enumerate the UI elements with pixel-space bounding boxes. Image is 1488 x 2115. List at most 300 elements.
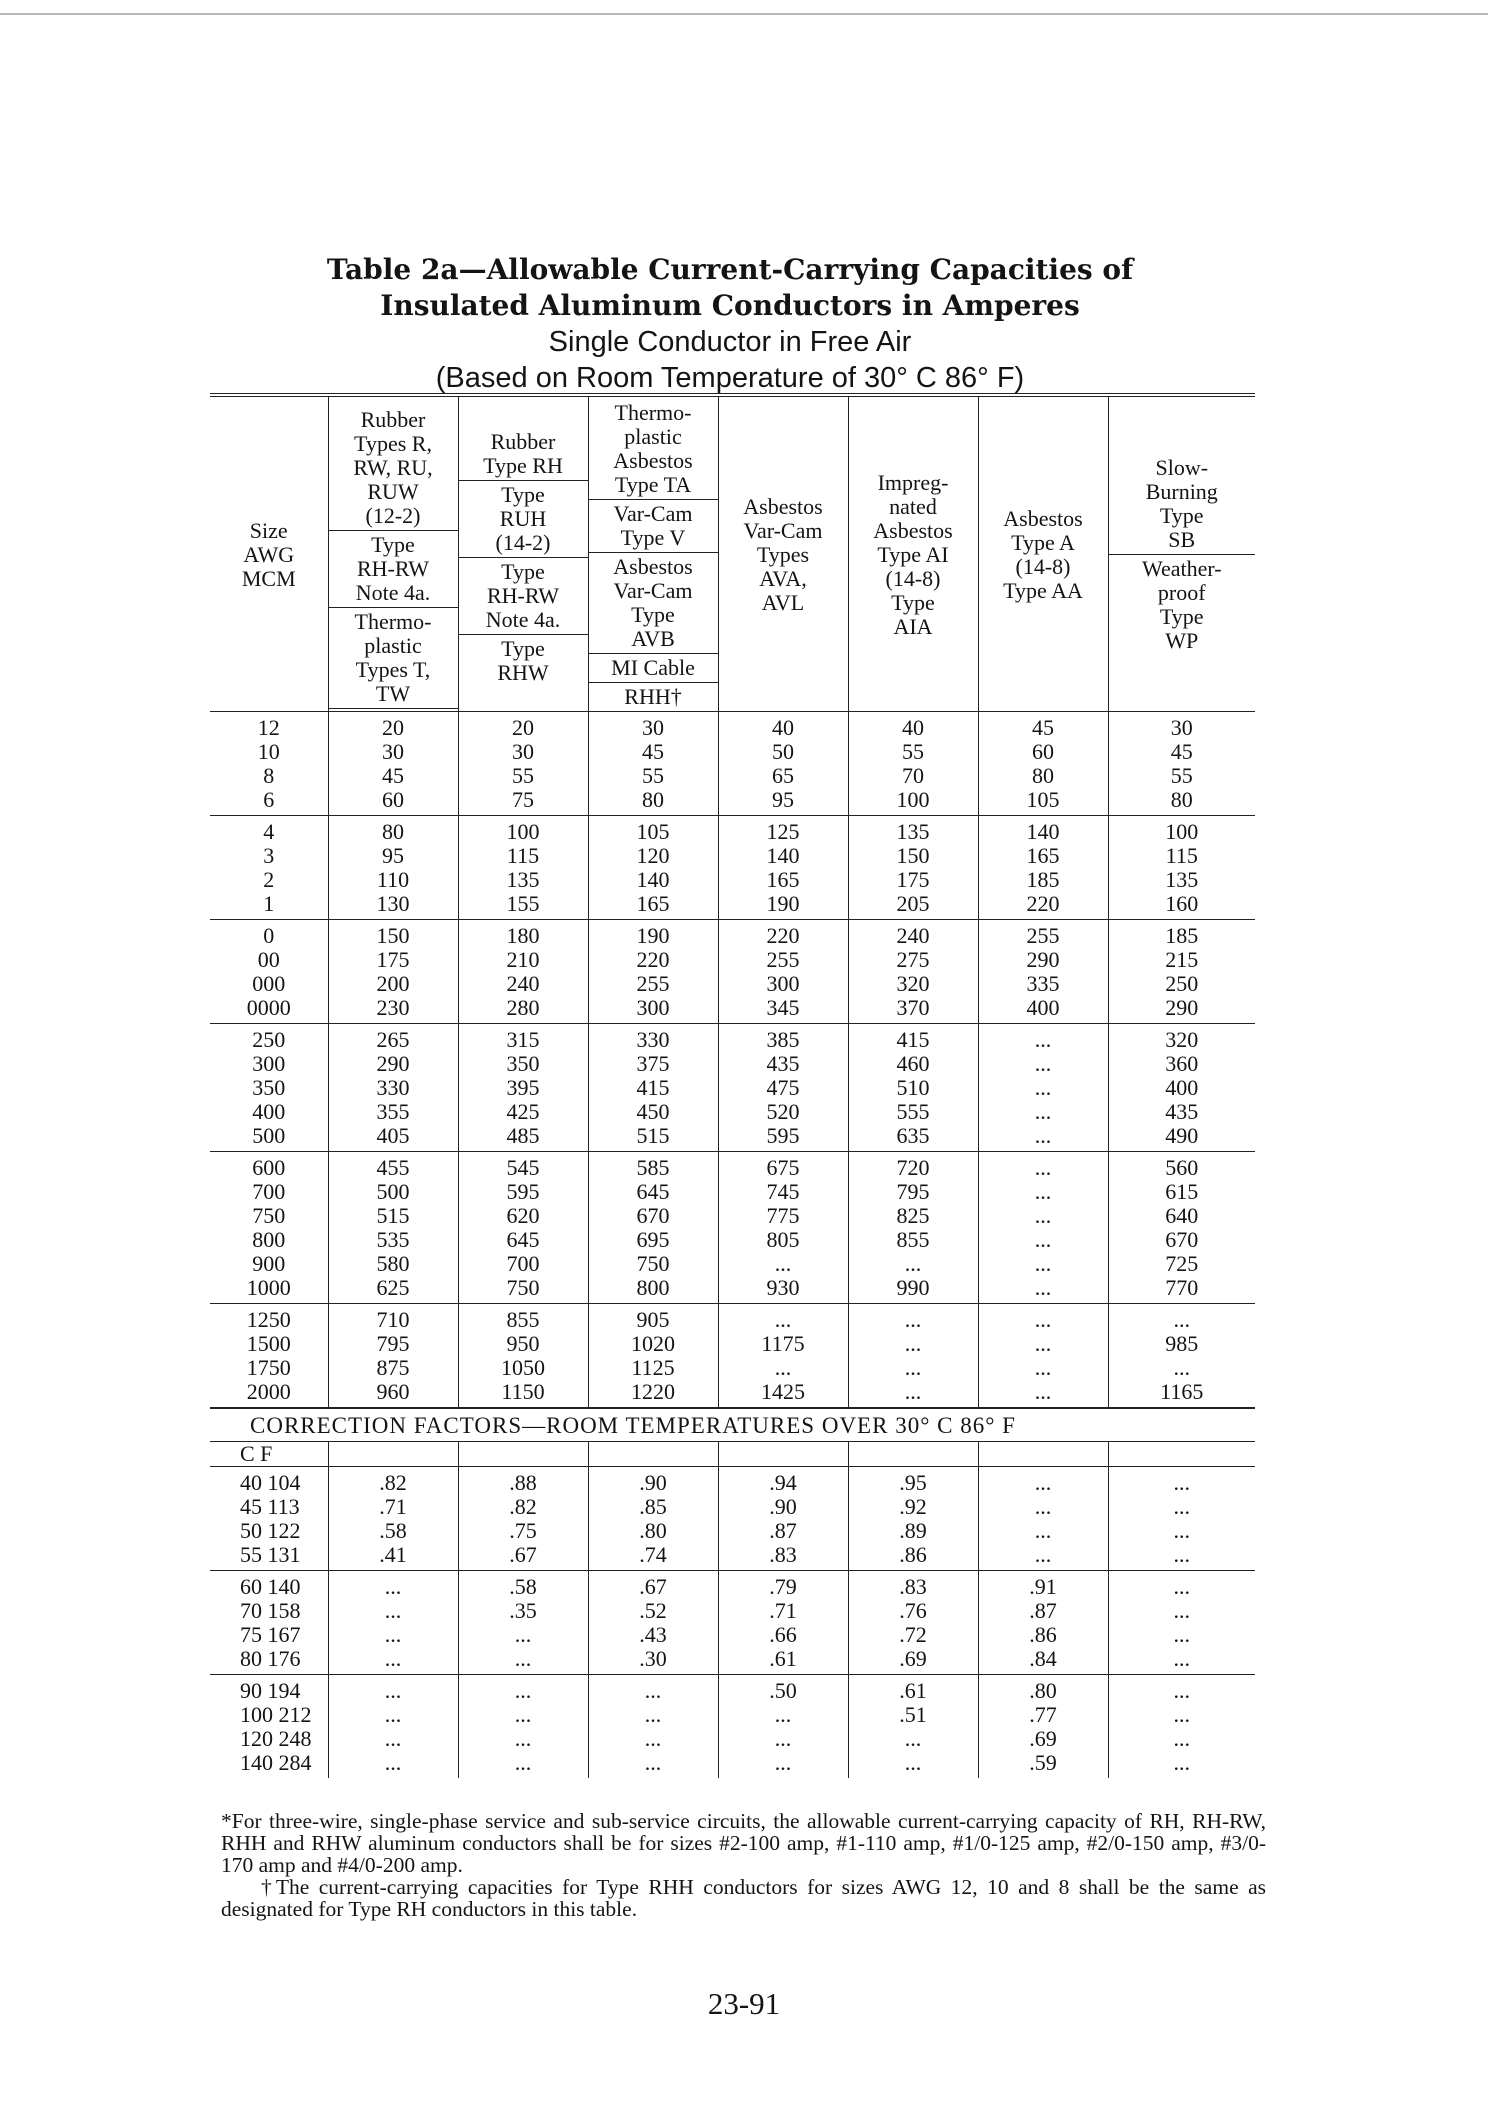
correction-row: ... xyxy=(644,1726,662,1751)
table-row: 1425 xyxy=(761,1379,805,1404)
table-row: ... xyxy=(1034,1027,1052,1052)
table-row: 500 xyxy=(376,1179,410,1204)
value-cell xyxy=(458,1675,588,1779)
header-line: Thermo- xyxy=(614,400,692,425)
value-cell xyxy=(718,1467,848,1571)
table-row: 110 xyxy=(376,867,410,892)
header-line: Type AI xyxy=(877,542,949,567)
table-row: 1125 xyxy=(631,1355,675,1380)
correction-row: ... xyxy=(1173,1622,1190,1647)
correction-row: ... xyxy=(1173,1518,1190,1543)
ampacity-table xyxy=(210,393,1255,1778)
header-size xyxy=(210,395,328,712)
value-cell xyxy=(458,1571,588,1675)
value-cell xyxy=(328,1024,458,1152)
table-row: 125 xyxy=(766,819,800,844)
correction-row: .74 xyxy=(639,1542,667,1567)
table-row: ... xyxy=(1034,1075,1052,1100)
table-row: 230 xyxy=(376,995,410,1020)
table-row: 120 xyxy=(636,843,670,868)
table-row: 405 xyxy=(376,1123,410,1148)
table-row-group xyxy=(210,712,1255,816)
table-row: 0000 xyxy=(246,995,291,1020)
table-row: ... xyxy=(1034,1379,1052,1404)
correction-row: .50 xyxy=(769,1678,797,1703)
table-row: 215 xyxy=(1165,947,1199,972)
table-row: 330 xyxy=(636,1027,670,1052)
header-line: Note 4a. xyxy=(355,579,431,605)
table-row: 1020 xyxy=(631,1331,675,1356)
table-row: ... xyxy=(904,1251,922,1276)
value-cell xyxy=(588,1571,718,1675)
header-line: Type AA xyxy=(1003,578,1083,603)
table-row: 20 xyxy=(382,715,404,740)
correction-row: .67 xyxy=(509,1542,537,1567)
table-row: 800 xyxy=(636,1275,670,1300)
value-cell xyxy=(588,1467,718,1571)
correction-row: ... xyxy=(774,1750,792,1775)
value-cell xyxy=(588,1675,718,1779)
table-row: 185 xyxy=(1165,923,1199,948)
temperature-cell xyxy=(210,1675,328,1779)
table-row: 290 xyxy=(1026,947,1060,972)
correction-row: .69 xyxy=(1029,1726,1057,1751)
table-row: 290 xyxy=(376,1051,410,1076)
correction-row: .72 xyxy=(899,1622,927,1647)
correction-row: 60 140 xyxy=(240,1574,301,1599)
table-row: 990 xyxy=(896,1275,930,1300)
correction-row: ... xyxy=(514,1646,532,1671)
table-row: 1500 xyxy=(246,1331,291,1356)
header-line: RUW xyxy=(367,478,419,504)
correction-row: .51 xyxy=(899,1702,927,1727)
header-line: (14-2) xyxy=(495,529,551,555)
table-row: 0 xyxy=(263,923,275,948)
table-row: 105 xyxy=(1026,787,1060,812)
header-line: Thermo- xyxy=(354,608,432,634)
table-row: 45 xyxy=(1170,739,1193,764)
table-row: 12 xyxy=(257,715,280,740)
table-row: 535 xyxy=(376,1227,410,1252)
table-row: 900 xyxy=(252,1251,286,1276)
table-row: ... xyxy=(904,1379,922,1404)
table-row: 80 xyxy=(1170,787,1193,812)
size-cell xyxy=(210,1304,328,1409)
table-row: 115 xyxy=(506,843,540,868)
table-row: 1250 xyxy=(246,1307,291,1332)
table-header xyxy=(210,395,1255,712)
correction-row: ... xyxy=(1173,1750,1190,1775)
correction-row: .58 xyxy=(379,1518,407,1543)
table-row: 255 xyxy=(636,971,670,996)
table-row: 745 xyxy=(766,1179,800,1204)
table-row-group xyxy=(210,1304,1255,1409)
table-row: 255 xyxy=(766,947,800,972)
correction-row: .94 xyxy=(769,1470,797,1495)
value-cell xyxy=(328,712,458,816)
table-row: 750 xyxy=(506,1275,540,1300)
table-row: 720 xyxy=(896,1155,930,1180)
table-row: ... xyxy=(904,1307,922,1332)
table-row: 30 xyxy=(382,739,404,764)
value-cell xyxy=(328,1152,458,1304)
value-cell xyxy=(1108,1024,1255,1152)
correction-row: 75 167 xyxy=(240,1622,301,1647)
header-line: Type xyxy=(501,635,545,661)
value-cell xyxy=(588,920,718,1024)
table-row: 55 xyxy=(642,763,664,788)
ampacity-rows xyxy=(210,712,1255,1409)
correction-row: ... xyxy=(904,1726,922,1751)
header-line: RHW xyxy=(497,659,549,685)
table-row: 825 xyxy=(896,1203,930,1228)
table-row: 290 xyxy=(1165,995,1199,1020)
header-line: plastic xyxy=(624,424,682,449)
table-row: 800 xyxy=(252,1227,286,1252)
value-cell xyxy=(978,1571,1108,1675)
page-top-rule xyxy=(0,13,1488,15)
table-row: 1150 xyxy=(501,1379,545,1404)
value-cell xyxy=(978,1304,1108,1409)
header-col7 xyxy=(1108,395,1255,712)
value-cell xyxy=(848,1304,978,1409)
table-row: ... xyxy=(1034,1155,1052,1180)
value-cell xyxy=(458,712,588,816)
value-cell xyxy=(978,1152,1108,1304)
table-row: 515 xyxy=(376,1203,410,1228)
header-line: Rubber xyxy=(360,406,426,432)
blank-cell xyxy=(1108,1442,1255,1467)
table-row: ... xyxy=(1034,1051,1052,1076)
value-cell xyxy=(848,1024,978,1152)
table-row: 640 xyxy=(1165,1203,1199,1228)
table-row: 805 xyxy=(766,1227,800,1252)
table-row: ... xyxy=(1034,1123,1052,1148)
table-row: 385 xyxy=(766,1027,800,1052)
table-row: 695 xyxy=(636,1227,670,1252)
table-row: 415 xyxy=(636,1075,670,1100)
value-cell xyxy=(1108,1571,1255,1675)
header-line: nated xyxy=(889,494,937,519)
table-row: 200 xyxy=(376,971,410,996)
value-cell xyxy=(588,1152,718,1304)
header-line: RW, RU, xyxy=(353,454,433,480)
table-row: ... xyxy=(774,1355,792,1380)
value-cell xyxy=(718,1304,848,1409)
table-row: 415 xyxy=(896,1027,930,1052)
table-row: 545 xyxy=(506,1155,540,1180)
table-row: 345 xyxy=(766,995,800,1020)
header-line: WP xyxy=(1165,627,1199,653)
table-row: 375 xyxy=(636,1051,670,1076)
table-row: 180 xyxy=(506,923,540,948)
header-line: Type xyxy=(1159,603,1204,629)
table-row: 750 xyxy=(252,1203,286,1228)
value-cell xyxy=(848,1152,978,1304)
table-row: 400 xyxy=(1165,1075,1199,1100)
table-row: 155 xyxy=(506,891,540,916)
table-row: 30 xyxy=(512,739,534,764)
size-cell xyxy=(210,816,328,920)
table-row-group xyxy=(210,816,1255,920)
blank-cell xyxy=(458,1442,588,1467)
table-row: 140 xyxy=(1026,819,1060,844)
correction-row: ... xyxy=(514,1702,532,1727)
table-row-group xyxy=(210,920,1255,1024)
temp-header-cell: C F xyxy=(210,1442,328,1467)
header-line: Slow- xyxy=(1155,454,1209,480)
table-row: 150 xyxy=(896,843,930,868)
table-row: 70 xyxy=(902,763,924,788)
correction-row-group xyxy=(210,1675,1255,1779)
header-line: RH-RW xyxy=(356,555,430,581)
correction-row: ... xyxy=(384,1678,402,1703)
table-row: 450 xyxy=(636,1099,670,1124)
table-row: 80 xyxy=(382,819,404,844)
value-cell xyxy=(848,1467,978,1571)
table-row: 165 xyxy=(766,867,800,892)
table-row: ... xyxy=(1034,1179,1052,1204)
table-row: 670 xyxy=(636,1203,670,1228)
table-row: 130 xyxy=(376,891,410,916)
table-row: 350 xyxy=(506,1051,540,1076)
correction-row: .89 xyxy=(899,1518,927,1543)
value-cell xyxy=(848,712,978,816)
table-row: 4 xyxy=(263,819,275,844)
table-row: ... xyxy=(1034,1355,1052,1380)
table-row: 105 xyxy=(636,819,670,844)
header-col3 xyxy=(588,395,718,712)
value-cell xyxy=(848,1571,978,1675)
header-line: AIA xyxy=(893,614,933,639)
table-row: 190 xyxy=(636,923,670,948)
table-row: 00 xyxy=(257,947,280,972)
table-title-line2: Insulated Aluminum Conductors in Amperes xyxy=(380,289,1080,322)
table-row: 95 xyxy=(772,787,794,812)
table-row: 30 xyxy=(642,715,664,740)
table-row: 220 xyxy=(766,923,800,948)
table-row: 795 xyxy=(376,1331,410,1356)
table-row: 455 xyxy=(376,1155,410,1180)
header-line: Type RH xyxy=(483,452,563,478)
table-row: 625 xyxy=(376,1275,410,1300)
correction-row: .82 xyxy=(379,1470,407,1495)
correction-row: .77 xyxy=(1029,1702,1057,1727)
table-row: 140 xyxy=(636,867,670,892)
table-row: 370 xyxy=(896,995,930,1020)
header-line: Type TA xyxy=(614,472,692,497)
header-line: (14-8) xyxy=(885,566,941,591)
table-row: 2 xyxy=(263,867,275,892)
correction-row: 100 212 xyxy=(240,1702,312,1727)
table-row-group xyxy=(210,1152,1255,1304)
table-row: 165 xyxy=(1026,843,1060,868)
value-cell xyxy=(718,1675,848,1779)
table-row: 140 xyxy=(766,843,800,868)
value-cell xyxy=(978,920,1108,1024)
table-row: 500 xyxy=(252,1123,286,1148)
value-cell xyxy=(588,816,718,920)
value-cell xyxy=(328,1571,458,1675)
table-row: 1 xyxy=(263,891,275,916)
value-cell xyxy=(978,816,1108,920)
value-cell xyxy=(458,1304,588,1409)
correction-row: ... xyxy=(384,1574,402,1599)
value-cell xyxy=(328,1304,458,1409)
table-row: 55 xyxy=(512,763,534,788)
table-row: 300 xyxy=(766,971,800,996)
table-row: 175 xyxy=(376,947,410,972)
correction-row: ... xyxy=(384,1726,402,1751)
correction-row: .30 xyxy=(639,1646,667,1671)
correction-title: CORRECTION FACTORS—ROOM TEMPERATURES OVER 30° C 86° F xyxy=(210,1408,1255,1442)
header-line: Type xyxy=(891,590,935,615)
table-title: Table 2a—Allowable Current-Carrying Capacities of xyxy=(326,253,1134,286)
header-line: Burning xyxy=(1145,478,1218,504)
size-cell xyxy=(210,920,328,1024)
footnotes xyxy=(221,1810,1266,1920)
table-row: 55 xyxy=(1170,763,1193,788)
table-row: 315 xyxy=(506,1027,540,1052)
header-line: Asbestos xyxy=(613,554,693,579)
value-cell xyxy=(718,712,848,816)
header-line: Rubber xyxy=(490,428,556,454)
value-cell xyxy=(328,1675,458,1779)
correction-row: .76 xyxy=(899,1598,927,1623)
table-row: 435 xyxy=(766,1051,800,1076)
correction-row: ... xyxy=(644,1702,662,1727)
header-col1 xyxy=(328,395,458,712)
table-row: 300 xyxy=(252,1051,286,1076)
blank-cell xyxy=(328,1442,458,1467)
correction-row: ... xyxy=(514,1726,532,1751)
table-row: 210 xyxy=(506,947,540,972)
correction-row: .86 xyxy=(1029,1622,1057,1647)
value-cell xyxy=(718,1152,848,1304)
header-line: RH-RW xyxy=(486,582,560,608)
table-row: 165 xyxy=(636,891,670,916)
value-cell xyxy=(1108,1304,1255,1409)
header-line: Type xyxy=(501,481,545,507)
correction-row: .88 xyxy=(509,1470,537,1495)
table-row: 250 xyxy=(1165,971,1199,996)
value-cell xyxy=(1108,1467,1255,1571)
table-row: 615 xyxy=(1165,1179,1199,1204)
table-row: 770 xyxy=(1165,1275,1199,1300)
table-row: 3 xyxy=(263,843,275,868)
correction-row: .71 xyxy=(379,1494,407,1519)
header-line: Var-Cam xyxy=(613,501,693,526)
header-line: plastic xyxy=(364,632,422,658)
table-row: 20 xyxy=(512,715,534,740)
correction-row: ... xyxy=(644,1750,662,1775)
correction-row: ... xyxy=(1173,1542,1190,1567)
correction-row: ... xyxy=(774,1726,792,1751)
table-row: ... xyxy=(1034,1251,1052,1276)
header-line: Size xyxy=(249,518,288,543)
header-line: Type xyxy=(631,602,675,627)
value-cell xyxy=(718,1024,848,1152)
correction-row: ... xyxy=(1173,1702,1190,1727)
table-row: 45 xyxy=(1032,715,1054,740)
table-row: 475 xyxy=(766,1075,800,1100)
correction-row: ... xyxy=(904,1750,922,1775)
correction-row: .92 xyxy=(899,1494,927,1519)
header-line: Var-Cam xyxy=(613,578,693,603)
correction-row: .87 xyxy=(769,1518,797,1543)
value-cell xyxy=(588,1024,718,1152)
header-line: MI Cable xyxy=(611,655,695,680)
value-cell xyxy=(978,1467,1108,1571)
table-row: 510 xyxy=(896,1075,930,1100)
value-cell xyxy=(328,920,458,1024)
table-row: 45 xyxy=(382,763,404,788)
table-row: 1750 xyxy=(246,1355,291,1380)
header-line: TW xyxy=(375,680,411,706)
correction-row: ... xyxy=(1173,1574,1190,1599)
correction-row: .61 xyxy=(769,1646,797,1671)
blank-cell xyxy=(718,1442,848,1467)
table-row: 645 xyxy=(506,1227,540,1252)
correction-row: .83 xyxy=(769,1542,797,1567)
table-row: 1000 xyxy=(246,1275,291,1300)
table-row: 555 xyxy=(896,1099,930,1124)
table-row: ... xyxy=(1034,1275,1052,1300)
table-row: 175 xyxy=(896,867,930,892)
value-cell xyxy=(718,1571,848,1675)
header-line: proof xyxy=(1157,579,1206,605)
table-row: 220 xyxy=(1026,891,1060,916)
correction-row: .43 xyxy=(639,1622,667,1647)
correction-row: .84 xyxy=(1029,1646,1057,1671)
table-row: 150 xyxy=(376,923,410,948)
correction-row: 80 176 xyxy=(240,1646,301,1671)
correction-row: ... xyxy=(1034,1542,1052,1567)
value-cell xyxy=(718,816,848,920)
table-row: 80 xyxy=(642,787,664,812)
table-row: 875 xyxy=(376,1355,410,1380)
table-row: 80 xyxy=(1032,763,1054,788)
table-basis-note: (Based on Room Temperature of 30° C 86° F) xyxy=(435,362,1025,394)
table-row: 320 xyxy=(1165,1027,1199,1052)
correction-row: .85 xyxy=(639,1494,667,1519)
table-row: 595 xyxy=(506,1179,540,1204)
header-line: AVL xyxy=(761,590,805,615)
correction-row: 90 194 xyxy=(240,1678,301,1703)
table-row: 460 xyxy=(896,1051,930,1076)
header-line: Asbestos xyxy=(873,518,953,543)
footnote-dagger: †The current-carrying capacities for Type RHH conductors for sizes AWG 12, 10 and 8 shall be the same as designated for Type RH conductors in this table. xyxy=(221,1875,1266,1921)
correction-row: 45 113 xyxy=(240,1494,300,1519)
correction-row: ... xyxy=(1034,1470,1052,1495)
header-line: AVB xyxy=(631,626,675,651)
table-row: 8 xyxy=(263,763,275,788)
value-cell xyxy=(588,712,718,816)
table-row: 240 xyxy=(896,923,930,948)
correction-row: ... xyxy=(514,1622,532,1647)
correction-row: .35 xyxy=(509,1598,537,1623)
correction-row: ... xyxy=(384,1702,402,1727)
correction-row: 50 122 xyxy=(240,1518,301,1543)
correction-row: ... xyxy=(1173,1646,1190,1671)
value-cell xyxy=(978,1024,1108,1152)
value-cell xyxy=(978,1675,1108,1779)
table-row: 725 xyxy=(1165,1251,1199,1276)
correction-row: ... xyxy=(1034,1518,1052,1543)
table-row: 60 xyxy=(1032,739,1054,764)
value-cell xyxy=(588,1304,718,1409)
header-line: Type xyxy=(1159,502,1204,528)
